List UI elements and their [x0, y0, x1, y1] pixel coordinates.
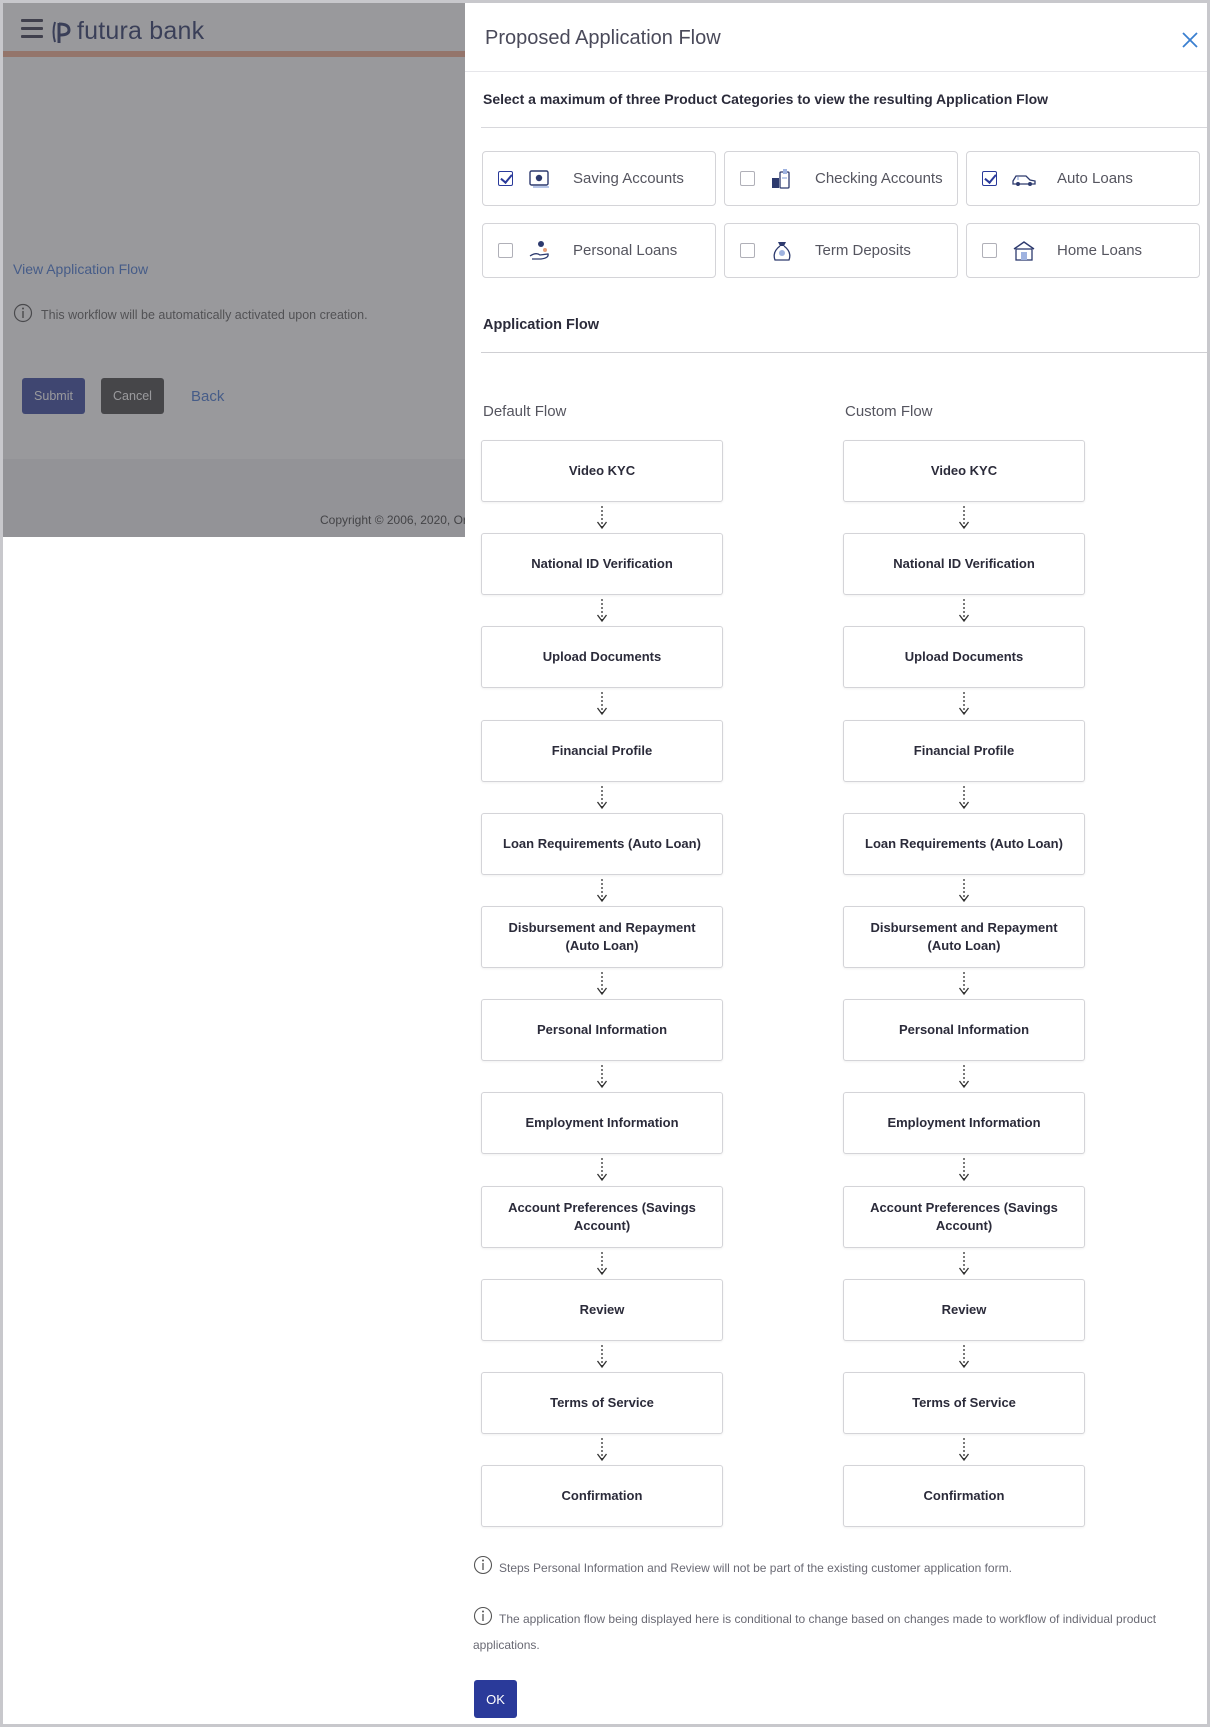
flow-step: Video KYC: [843, 440, 1085, 502]
category-instruction: Select a maximum of three Product Categories to view the resulting Application Flow: [483, 91, 1049, 107]
info-icon: [473, 1555, 493, 1583]
checkbox-unchecked[interactable]: [498, 243, 513, 258]
flow-step: National ID Verification: [481, 533, 723, 595]
modal-overlay[interactable]: [3, 3, 465, 537]
dotted-down-arrow-icon: [595, 1251, 609, 1277]
category-label: Auto Loans: [1057, 170, 1133, 187]
dotted-down-arrow-icon: [957, 878, 971, 904]
info-icon: [473, 1606, 493, 1634]
divider: [481, 352, 1207, 353]
flow-step: Employment Information: [481, 1092, 723, 1154]
flow-step: Review: [481, 1279, 723, 1341]
flow-step: Disbursement and Repayment (Auto Loan): [481, 906, 723, 968]
default-flow-title: Default Flow: [483, 403, 567, 420]
category-label: Home Loans: [1057, 242, 1143, 259]
category-home-loans[interactable]: [966, 223, 1200, 278]
dotted-down-arrow-icon: [595, 598, 609, 624]
flow-step: Account Preferences (Savings Account): [843, 1186, 1085, 1248]
flow-step: Upload Documents: [843, 626, 1085, 688]
flow-step: Personal Information: [843, 999, 1085, 1061]
flow-step: Account Preferences (Savings Account): [481, 1186, 723, 1248]
panel-title: Proposed Application Flow: [485, 27, 721, 49]
car-icon: [1011, 166, 1037, 192]
dotted-down-arrow-icon: [595, 1344, 609, 1370]
info-note-text: The application flow being displayed here is conditional to change based on changes made to workflow of individual product applications.: [473, 1612, 1157, 1652]
category-label: Term Deposits: [815, 242, 911, 259]
savings-account-icon: [527, 166, 553, 192]
flow-step: Personal Information: [481, 999, 723, 1061]
term-deposit-icon: [769, 238, 795, 264]
flow-step: National ID Verification: [843, 533, 1085, 595]
dotted-down-arrow-icon: [957, 598, 971, 624]
dotted-down-arrow-icon: [595, 971, 609, 997]
category-personal-loans[interactable]: [482, 223, 716, 278]
flow-step: Financial Profile: [481, 720, 723, 782]
dotted-down-arrow-icon: [595, 1157, 609, 1183]
category-checking-accounts[interactable]: [724, 151, 958, 206]
checkbox-checked[interactable]: [498, 171, 513, 186]
flow-step: Video KYC: [481, 440, 723, 502]
dotted-down-arrow-icon: [595, 1437, 609, 1463]
dotted-down-arrow-icon: [595, 1064, 609, 1090]
dotted-down-arrow-icon: [595, 878, 609, 904]
checkbox-unchecked[interactable]: [982, 243, 997, 258]
info-note-text: Steps Personal Information and Review will not be part of the existing customer application form.: [499, 1561, 1012, 1576]
checking-account-icon: [769, 166, 795, 192]
dotted-down-arrow-icon: [957, 1344, 971, 1370]
dotted-down-arrow-icon: [595, 785, 609, 811]
product-category-grid: [482, 151, 1202, 281]
category-auto-loans[interactable]: [966, 151, 1200, 206]
ok-button[interactable]: OK: [474, 1680, 517, 1718]
close-icon[interactable]: [1180, 30, 1200, 50]
flow-step: Upload Documents: [481, 626, 723, 688]
flow-step: Confirmation: [481, 1465, 723, 1527]
dotted-down-arrow-icon: [957, 691, 971, 717]
personal-loan-icon: [527, 238, 553, 264]
checkbox-unchecked[interactable]: [740, 171, 755, 186]
proposed-application-flow-panel: [465, 3, 1207, 1724]
dotted-down-arrow-icon: [957, 1251, 971, 1277]
info-note: [473, 1555, 1193, 1583]
dotted-down-arrow-icon: [595, 505, 609, 531]
flow-step: Loan Requirements (Auto Loan): [843, 813, 1085, 875]
category-term-deposits[interactable]: [724, 223, 958, 278]
checkbox-unchecked[interactable]: [740, 243, 755, 258]
flow-step: Terms of Service: [481, 1372, 723, 1434]
dotted-down-arrow-icon: [957, 785, 971, 811]
flow-step: Disbursement and Repayment (Auto Loan): [843, 906, 1085, 968]
home-loan-icon: [1011, 238, 1037, 264]
category-saving-accounts[interactable]: [482, 151, 716, 206]
dotted-down-arrow-icon: [957, 1064, 971, 1090]
dotted-down-arrow-icon: [957, 505, 971, 531]
flow-step: Terms of Service: [843, 1372, 1085, 1434]
category-label: Personal Loans: [573, 242, 678, 259]
category-label: Saving Accounts: [573, 170, 684, 187]
flow-step: Financial Profile: [843, 720, 1085, 782]
dotted-down-arrow-icon: [957, 1157, 971, 1183]
info-note: [473, 1606, 1193, 1657]
checkbox-checked[interactable]: [982, 171, 997, 186]
dotted-down-arrow-icon: [595, 691, 609, 717]
flow-step: Review: [843, 1279, 1085, 1341]
divider: [465, 71, 1207, 72]
flow-step: Loan Requirements (Auto Loan): [481, 813, 723, 875]
category-label: Checking Accounts: [815, 170, 943, 187]
application-flow-heading: Application Flow: [483, 317, 599, 333]
dotted-down-arrow-icon: [957, 1437, 971, 1463]
flow-step: Confirmation: [843, 1465, 1085, 1527]
flow-step: Employment Information: [843, 1092, 1085, 1154]
divider: [481, 127, 1207, 128]
custom-flow-title: Custom Flow: [845, 403, 933, 420]
dotted-down-arrow-icon: [957, 971, 971, 997]
